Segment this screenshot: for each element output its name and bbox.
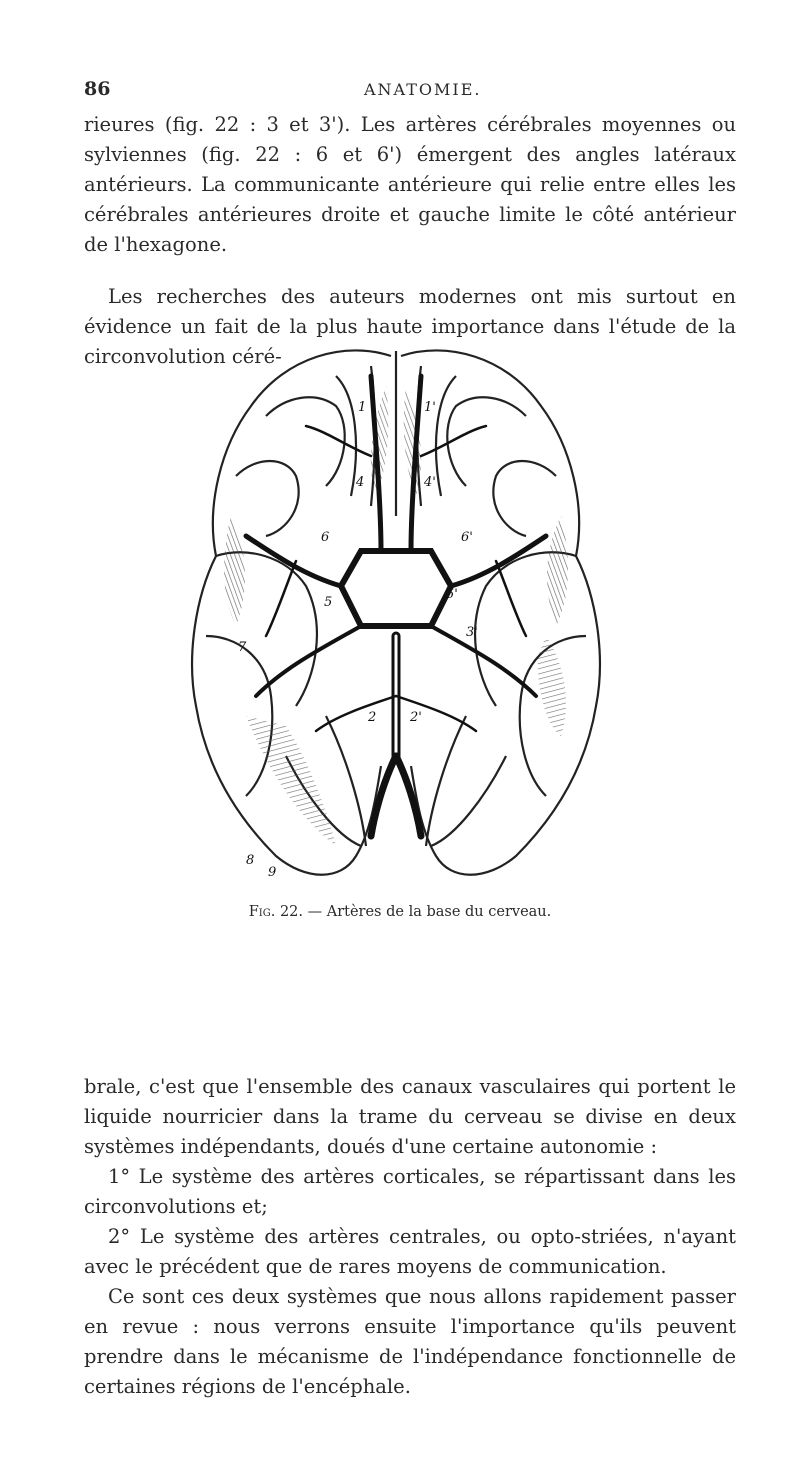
label-9: 9: [268, 865, 277, 880]
caption-label: Fig. 22.: [248, 904, 304, 920]
brain-illustration: [176, 336, 616, 896]
label-4-prime: 4': [424, 475, 436, 490]
label-8: 8: [246, 853, 255, 868]
paragraph: brale, c'est que l'ensemble des canaux vasculaires qui portent le liquide nourricier dans la trame du cerveau se divise en deux systèmes indépendants, doués d'une certaine autonomie :: [84, 1075, 736, 1158]
paragraph: rieures (fig. 22 : 3 et 3'). Les artères cérébrales moyennes ou sylviennes (fig. 22 : 6 et 6') émergent des angles latéraux antérieurs. La communicante antérieure qui relie entre elles les cérébrales antérieures droite et gauche limite le côté antérieur de l'hexagone.: [84, 113, 736, 256]
page-number: 86: [84, 78, 111, 100]
body-text-top: [84, 110, 736, 372]
label-1-prime: 1': [424, 400, 436, 415]
label-4: 4: [356, 475, 365, 490]
running-head: ANATOMIE.: [364, 80, 482, 99]
body-text-bottom: [84, 1072, 736, 1402]
label-5-prime: 5': [446, 587, 458, 602]
paragraph: Ce sont ces deux systèmes que nous allons rapidement passer en revue : nous verrons ensuite l'importance qu'ils peuvent prendre dans le mécanisme de l'indépendance fonctionnelle de certaines régions de l'encéphale.: [84, 1285, 736, 1398]
paragraph: Les recherches des auteurs modernes ont mis surtout en évidence un fait de la plus haute importance dans l'étude de la circonvolution céré-: [84, 285, 736, 368]
label-1: 1: [358, 400, 367, 415]
label-6: 6: [321, 530, 330, 545]
label-5: 5: [324, 595, 333, 610]
figure-brain-arteries: [176, 336, 616, 896]
paragraph: 2° Le système des artères centrales, ou opto-striées, n'ayant avec le précédent que de rares moyens de communication.: [84, 1225, 736, 1278]
caption-text: — Artères de la base du cerveau.: [307, 904, 552, 920]
label-2: 2: [368, 710, 377, 725]
figure-caption: [0, 904, 800, 920]
paragraph: 1° Le système des artères corticales, se répartissant dans les circonvolutions et;: [84, 1165, 736, 1218]
label-2-prime: 2': [410, 710, 422, 725]
label-6-prime: 6': [461, 530, 473, 545]
label-3-prime: 3': [466, 625, 478, 640]
label-7: 7: [238, 640, 247, 655]
page-header: [84, 78, 724, 106]
brain-outline: [192, 350, 600, 874]
